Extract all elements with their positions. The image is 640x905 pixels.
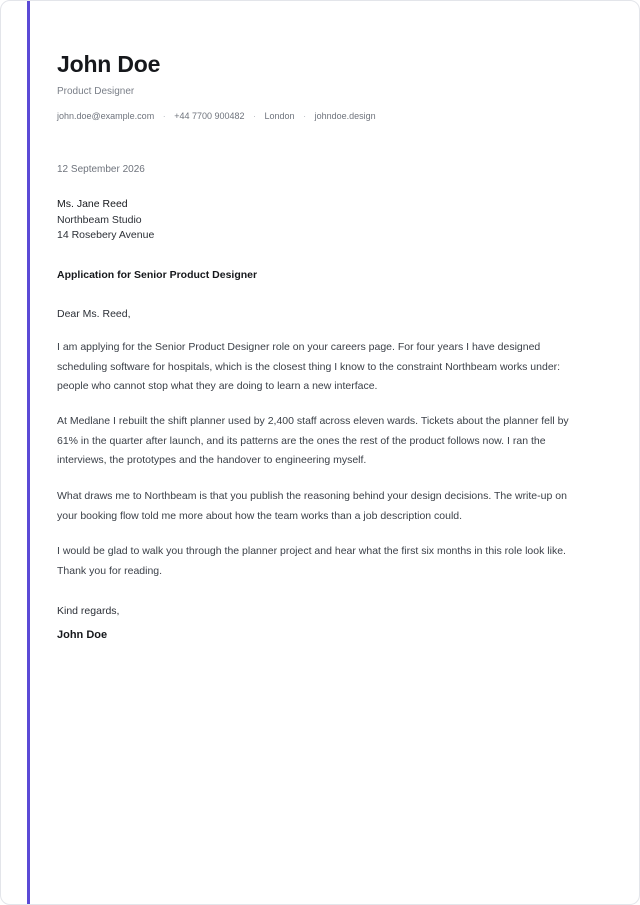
body-paragraph: I would be glad to walk you through the planner project and hear what the first six months in this role look like. Thank you for reading. xyxy=(57,545,566,577)
contact-phone: +44 7700 900482 xyxy=(174,111,245,121)
letter-date: 12 September 2026 xyxy=(57,164,145,175)
recipient-block xyxy=(57,197,154,244)
contact-line xyxy=(57,111,376,121)
recipient-company: Northbeam Studio xyxy=(57,213,142,226)
accent-bar xyxy=(27,1,30,905)
contact-separator: · xyxy=(303,111,307,121)
contact-separator: · xyxy=(162,111,166,121)
contact-email: john.doe@example.com xyxy=(57,111,155,121)
contact-website: johndoe.design xyxy=(314,111,376,121)
letter-subject: Application for Senior Product Designer xyxy=(57,269,258,281)
sender-role: Product Designer xyxy=(57,86,135,97)
recipient-name: Ms. Jane Reed xyxy=(57,198,128,210)
contact-separator: · xyxy=(253,111,257,121)
sender-name: John Doe xyxy=(57,51,161,77)
body-paragraph: What draws me to Northbeam is that you publish the reasoning behind your design decisions. The write-up on your booking flow told me more about how the team works than a job description could. xyxy=(57,490,567,522)
letter-signature: John Doe xyxy=(57,629,108,641)
body-paragraph: At Medlane I rebuilt the shift planner used by 2,400 staff across eleven wards. Tickets about the planner fell by 61% in the quarter after launch, and its patterns are the ones the rest of the product follows now. I ran the interviews, the prototypes and the handover to engineering myself. xyxy=(57,415,569,466)
letter-salutation: Dear Ms. Reed, xyxy=(57,308,131,320)
recipient-address: 14 Rosebery Avenue xyxy=(57,229,155,241)
contact-location: London xyxy=(264,111,295,121)
body-paragraph: I am applying for the Senior Product Designer role on your careers page. For four years I have designed scheduling software for hospitals, which is the closest thing I know to the constraint Northbeam works under: people who cannot stop what they are doing to learn a new interface. xyxy=(57,341,561,392)
letter-closing: Kind regards, xyxy=(57,605,120,617)
